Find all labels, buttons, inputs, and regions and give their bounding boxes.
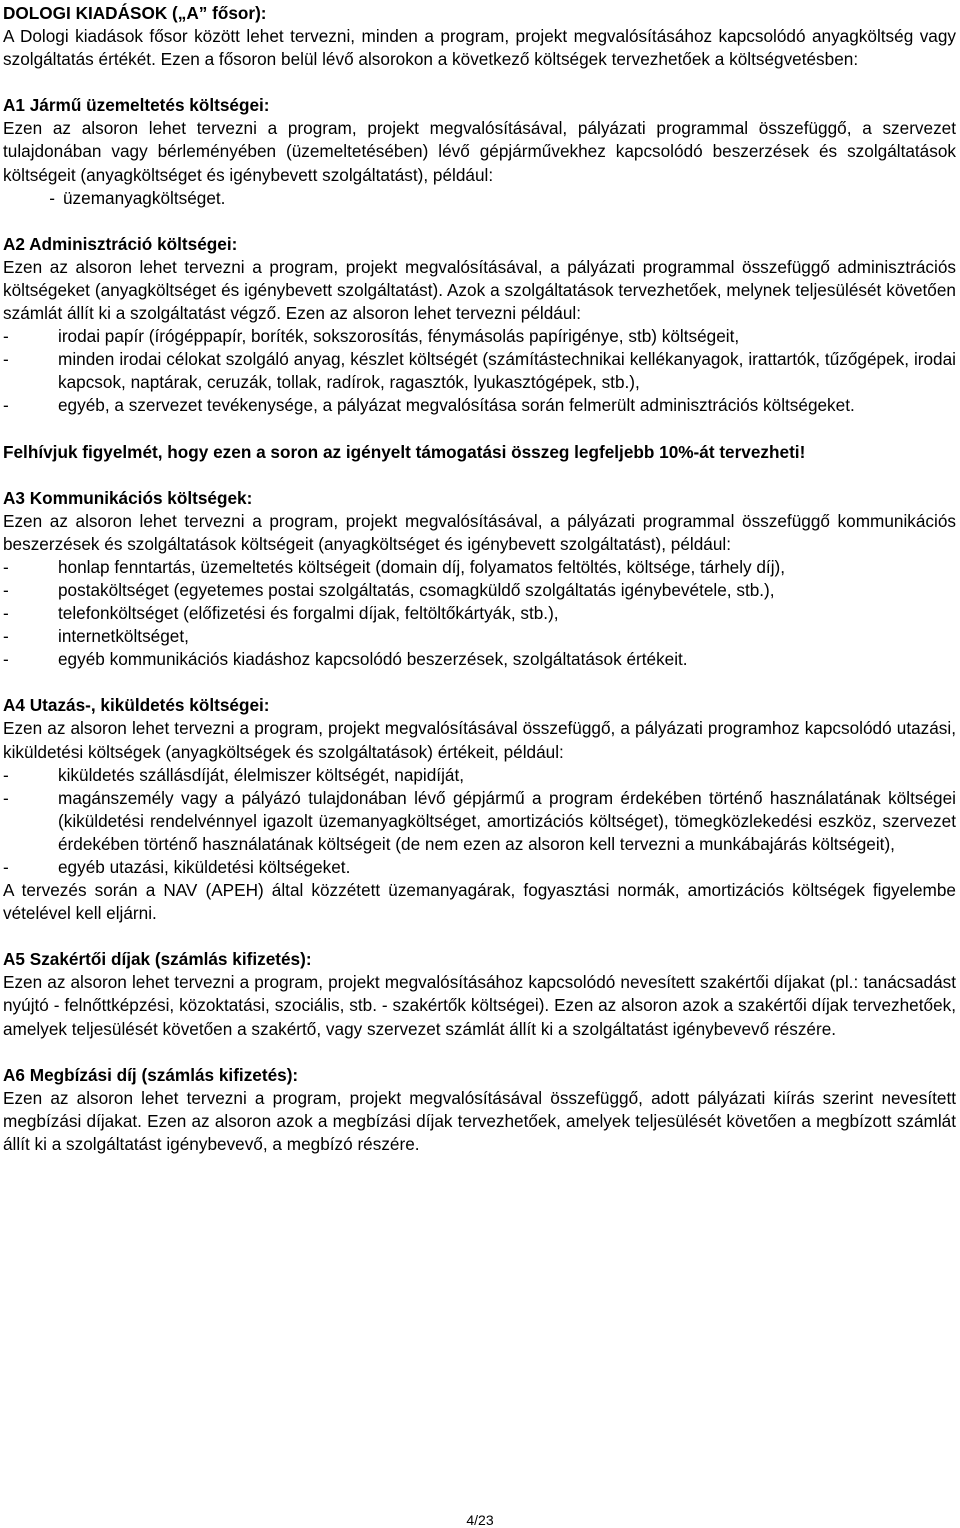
list-item (3, 579, 956, 602)
bullet-dash: - (3, 579, 9, 600)
list-item (3, 348, 956, 394)
section-body-after: A tervezés során a NAV (APEH) által közzétett üzemanyagárak, fogyasztási normák, amortizációs költségek figyelembe vételével kell eljárni. (3, 880, 956, 924)
list-item (3, 787, 956, 856)
section-heading: A6 Megbízási díj (számlás kifizetés): (3, 1064, 299, 1085)
section-heading: A1 Jármű üzemeltetés költségei: (3, 95, 270, 116)
list-item (3, 556, 956, 579)
section-heading: DOLOGI KIADÁSOK („A” fősor): (3, 3, 267, 23)
list-item-text: egyéb kommunikációs kiadáshoz kapcsolódó beszerzések, szolgáltatások értékeit. (58, 649, 688, 670)
section-body: Ezen az alsoron lehet tervezni a program, projekt megvalósításával, a pályázati programmal összefüggő kommunikációs beszerzések és szolgáltatások költségeit (anyagköltséget és igénybevett szolgáltatást), például: (3, 510, 956, 554)
section-a3 (3, 487, 956, 672)
bullet-dash: - (3, 857, 9, 877)
list-item (3, 602, 956, 625)
list-item (3, 856, 956, 879)
section-a1 (3, 94, 956, 209)
list-item-text: telefonköltséget (előfizetési és forgalmi díjak, feltöltőkártyák, stb.), (58, 603, 559, 624)
bullet-dash: - (49, 187, 55, 208)
section-a4 (3, 694, 956, 925)
notice-text: Felhívjuk figyelmét, hogy ezen a soron az igényelt támogatási összeg legfeljebb 10%-át tervezheti! (3, 441, 806, 462)
bullet-dash: - (3, 764, 9, 785)
list-item (3, 764, 956, 787)
list-item-text: egyéb utazási, kiküldetési költségeket. (58, 857, 351, 877)
section-a2 (3, 233, 956, 418)
section-body: A Dologi kiadások fősor között lehet tervezni, minden a program, projekt megvalósításához kapcsolódó anyagköltség vagy szolgáltatás értékét. Ezen a fősoron belül lévő alsorokon a következő költségek tervezhetőek a költségvetésben: (3, 26, 956, 70)
bullet-dash: - (3, 603, 9, 624)
section-body: Ezen az alsoron lehet tervezni a program, projekt megvalósításával összefüggő, a pályázati programhoz kapcsolódó utazási, kiküldetési költségek (anyagköltségek és szolgáltatások) értékeit, például: (3, 718, 956, 762)
section-body: Ezen az alsoron lehet tervezni a program, projekt megvalósításához kapcsolódó nevesített szakértői díjakat (pl.: tanácsadást nyújtó - felnőttképzési, közoktatási, szociális, stb. - szakértők költségei). Ezen az alsoron azok a szakértői díjak tervezhetőek, amelyek teljesülését követően a szakértő, vagy szervezet számlát állít ki a szolgáltatást igénybevevő részére. (3, 972, 956, 1039)
document-page (3, 2, 956, 1156)
list-item (3, 648, 956, 671)
bullet-dash: - (3, 349, 9, 370)
section-heading: A4 Utazás-, kiküldetés költségei: (3, 695, 270, 716)
section-a6 (3, 1064, 956, 1156)
list-item (3, 187, 956, 210)
section-a5 (3, 948, 956, 1040)
list-item-text: irodai papír (írógéppapír, boríték, sokszorosítás, fénymásolás papírigénye, stb) költségeit, (58, 326, 740, 347)
bullet-dash: - (3, 395, 9, 416)
section-heading: A2 Adminisztráció költségei: (3, 233, 238, 254)
page-number: 4/23 (466, 1512, 494, 1528)
list-item-text: magánszemély vagy a pályázó tulajdonában lévő gépjármű a program érdekében történő használatának költségei (kiküldetési rendelvénnyel igazolt üzemanyagköltséget, amortizációs költséget), tömegközlekedési eszköz, szervezet érdekében történő használatának költségeit (de nem ezen az alsoron kell tervezni a munkábajárás költségeit), (58, 787, 956, 854)
section-body: Ezen az alsoron lehet tervezni a program, projekt megvalósításával, pályázati programmal összefüggő, a szervezet tulajdonában vagy bérleményében (üzemeltetésében) lévő gépjárművekhez kapcsolódó beszerzések és szolgáltatások költségeit (anyagköltséget és igénybevett szolgáltatást), például: (3, 118, 956, 185)
bullet-dash: - (3, 787, 9, 808)
list-item (3, 625, 956, 648)
list-item-text: üzemanyagköltséget. (63, 187, 226, 208)
bullet-dash: - (3, 626, 9, 647)
section-body: Ezen az alsoron lehet tervezni a program, projekt megvalósításával összefüggő, adott pályázati kiírás szerint nevesített megbízási díjakat. Ezen az alsoron azok a megbízási díjak tervezhetőek, amelyek teljesülését követően a megbízott számlát állít ki a szolgáltatást igénybevevő, a megbízó részére. (3, 1087, 956, 1154)
list-item (3, 394, 956, 417)
list-item-text: internetköltséget, (58, 626, 189, 647)
section-body: Ezen az alsoron lehet tervezni a program, projekt megvalósításával, a pályázati programmal összefüggő adminisztrációs költségeket (anyagköltséget és igénybevett szolgáltatást). Azok a szolgáltatások tervezhetőek, melynek teljesülését követően számlát állít ki a szolgáltatást végző. Ezen az alsoron lehet tervezni például: (3, 256, 956, 324)
list-item-text: honlap fenntartás, üzemeltetés költségeit (domain díj, folyamatos feltöltés, költsége, tárhely díj), (58, 556, 786, 577)
section-heading: A5 Szakértői díjak (számlás kifizetés): (3, 949, 312, 970)
list-item (3, 325, 956, 348)
list-item-text: egyéb, a szervezet tevékenysége, a pályázat megvalósítása során felmerült adminisztrációs költségeket. (58, 395, 855, 416)
bullet-dash: - (3, 649, 9, 670)
section-dologi-kiadasok (3, 2, 956, 71)
list-item-text: kiküldetés szállásdíját, élelmiszer költségét, napidíját, (58, 764, 465, 785)
bullet-dash: - (3, 326, 9, 347)
bullet-dash: - (3, 556, 9, 577)
list-item-text: postaköltséget (egyetemes postai szolgáltatás, csomagküldő szolgáltatás igénybevétele, stb.), (58, 579, 775, 600)
list-item-text: minden irodai célokat szolgáló anyag, készlet költségét (számítástechnikai kellékanyagok, irattartók, tűzőgépek, irodai kapcsok, naptárak, ceruzák, tollak, radírok, ragasztók, lyukasztógépek, stb.), (58, 349, 956, 393)
section-heading: A3 Kommunikációs költségek: (3, 487, 253, 508)
